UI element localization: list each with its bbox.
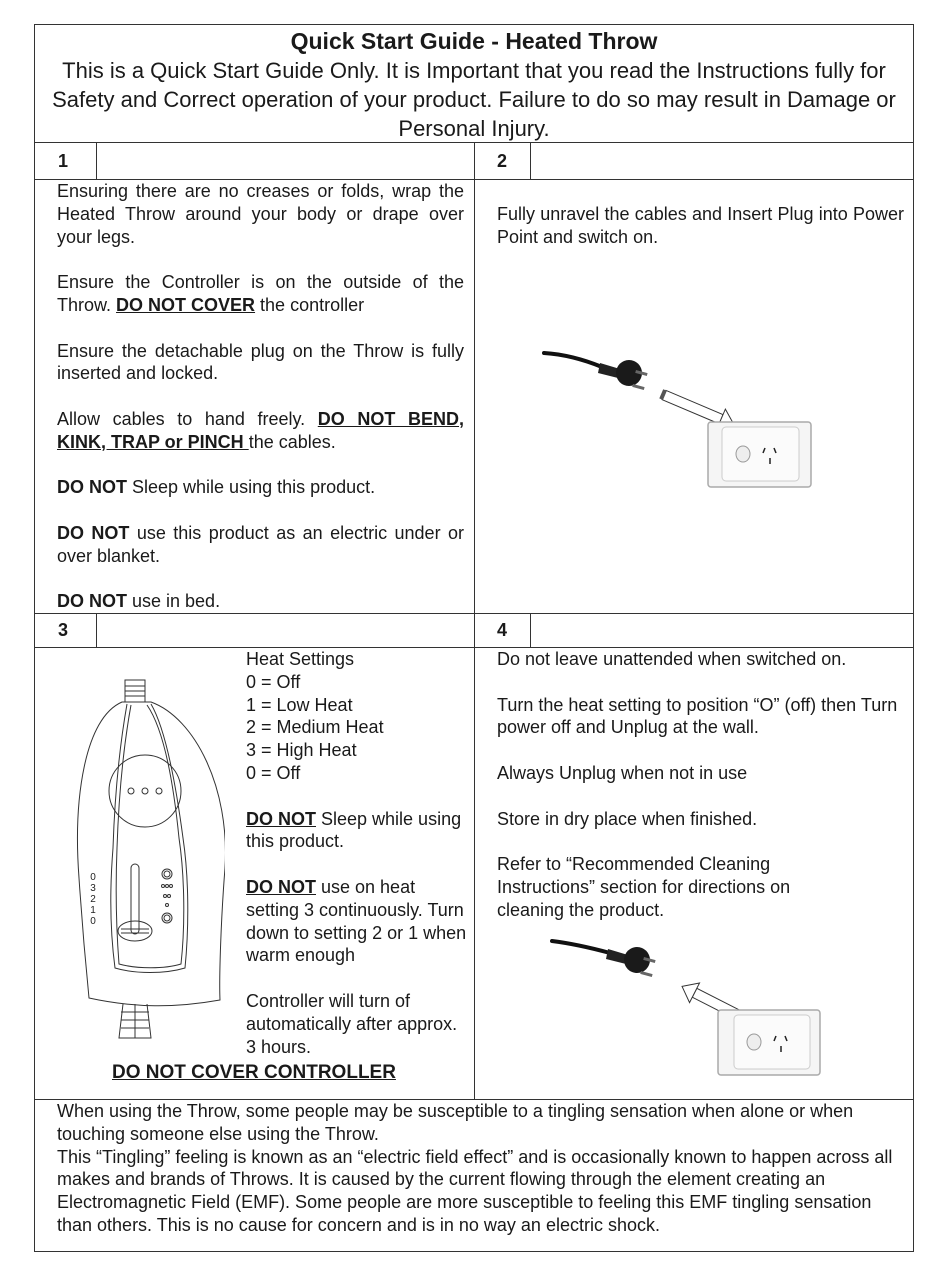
step-4-paragraph: Always Unplug when not in use: [497, 762, 748, 783]
step-4-paragraph: Refer to “Recommended Cleaning Instructions” section for directions on cleaning the product.: [497, 854, 791, 920]
intro-text: This is a Quick Start Guide Only. It is Important that you read the Instructions fully for Safety and Correct operation of your product. Failure to do so may result in Damage or Personal Injury.: [52, 58, 896, 141]
step-2-paragraph: Fully unravel the cables and Insert Plug into Power Point and switch on.: [497, 204, 904, 247]
step-4-paragraph: Turn the heat setting to position “O” (off) then Turn power off and Unplug at the wall.: [497, 694, 898, 738]
page-title: Quick Start Guide - Heated Throw: [290, 28, 658, 54]
emf-notice: [57, 1100, 907, 1237]
column-divider: [474, 142, 475, 1099]
heat-level: 2 = Medium Heat: [246, 717, 384, 738]
step-1-paragraph: DO NOT Sleep while using this product.: [57, 477, 376, 498]
number-cell-divider: [96, 142, 97, 179]
number-cell-divider: [530, 142, 531, 179]
heat-level: 3 = High Heat: [246, 740, 357, 761]
step-4-content: [497, 648, 907, 922]
cover-controller-warning: DO NOT COVER CONTROLLER: [112, 1062, 396, 1083]
step-1-paragraph: DO NOT use in bed.: [57, 591, 221, 612]
heat-level: 1 = Low Heat: [246, 694, 353, 715]
step-1-paragraph: DO NOT use this product as an electric under or over blanket.: [57, 522, 464, 566]
number-cell-divider: [530, 613, 531, 647]
warning-text: DO NOT Sleep while using this product.: [246, 808, 462, 852]
step-4-paragraph: Do not leave unattended when switched on.: [497, 649, 847, 669]
step-1-content: [57, 180, 464, 613]
emf-notice-line: When using the Throw, some people may be susceptible to a tingling sensation when alone or when touching someone else using the Throw.: [57, 1101, 854, 1144]
heat-level: 0 = Off: [246, 762, 301, 783]
heat-settings: [246, 648, 471, 1058]
guide-header: [35, 25, 913, 142]
step-4-paragraph: Store in dry place when finished.: [497, 808, 758, 829]
heat-controller-illustration: [75, 678, 225, 1044]
plug-into-socket-illustration: [540, 340, 820, 500]
svg-text:3: 3: [90, 883, 96, 894]
step-number-3: 3: [58, 620, 69, 640]
svg-text:1: 1: [90, 905, 96, 916]
step-1-paragraph: Ensure the Controller is on the outside of the Throw. DO NOT COVER the controller: [57, 272, 464, 315]
step-1-paragraph: Ensuring there are no creases or folds, wrap the Heated Throw around your body or drape over your legs.: [57, 181, 464, 247]
step-number-2: 2: [497, 151, 508, 171]
svg-text:0: 0: [90, 872, 96, 883]
step-number-4: 4: [497, 620, 508, 640]
svg-text:2: 2: [90, 894, 96, 905]
step-2-content: [497, 203, 904, 249]
step-1-paragraph: Ensure the detachable plug on the Throw is fully inserted and locked.: [57, 340, 464, 384]
warning-text: DO NOT use on heat setting 3 continuously. Turn down to setting 2 or 1 when warm enough: [246, 876, 467, 966]
heat-settings-title: Heat Settings: [246, 649, 355, 669]
emf-notice-line: This “Tingling” feeling is known as an “electric field effect” and is occasionally known to happen across all makes and brands of Throws. It is caused by the current flowing through the element creating an Electromagnetic Field (EMF). Some people are more susceptible to feeling this EMF tingling sensation than others. This is no cause for concern and is in no way an electric shock.: [57, 1146, 893, 1235]
step-1-paragraph: Allow cables to hand freely. DO NOT BEND, KINK, TRAP or PINCH the cables.: [57, 408, 464, 452]
unplug-from-socket-illustration: [548, 935, 828, 1080]
heat-level: 0 = Off: [246, 671, 301, 692]
svg-text:0: 0: [90, 916, 96, 927]
auto-off-note: Controller will turn of automatically after approx. 3 hours.: [246, 990, 458, 1057]
step-number-1: 1: [58, 151, 69, 171]
number-cell-divider: [96, 613, 97, 647]
